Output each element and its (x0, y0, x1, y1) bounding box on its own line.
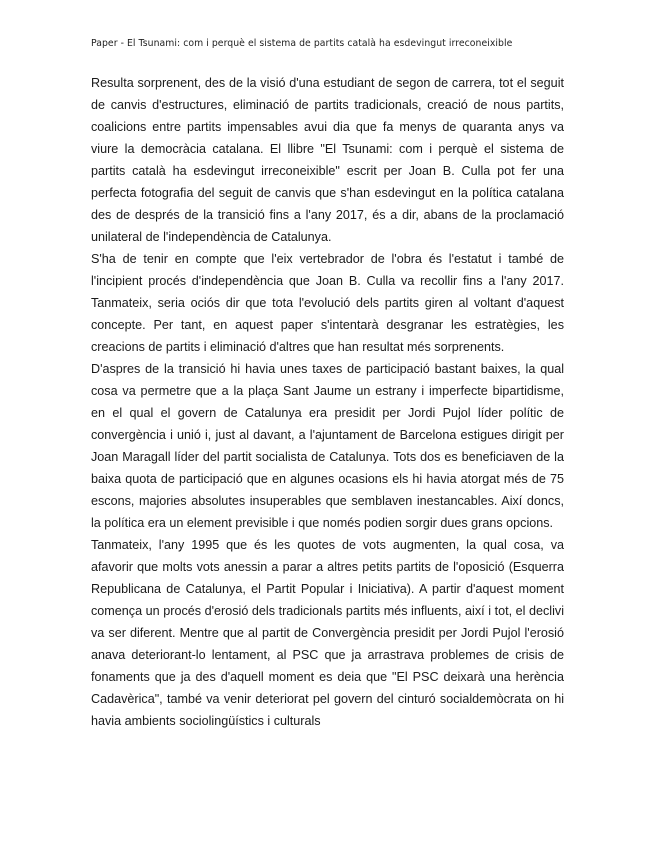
paragraph-3: D'aspres de la transició hi havia unes taxes de participació bastant baixes, la qual cosa va permetre que a la plaça Sant Jaume un estrany i imperfecte bipartidisme, en el qual el govern de Catalunya era presidit per Jordi Pujol líder polític de convergència i unió i, just al davant, a l'ajuntament de Barcelona estigues dirigit per Joan Maragall líder del partit socialista de Catalunya. Tots dos es beneficiaven de la baixa quota de participació que en algunes ocasions els hi havia atorgat més de 75 escons, majories absolutes insuperables que semblaven inestancables. Així doncs, la política era un element previsible i que només podien sorgir dues grans opcions. (91, 362, 564, 530)
paragraph-4: Tanmateix, l'any 1995 que és les quotes de vots augmenten, la qual cosa, va afavorir que molts vots anessin a parar a altres petits partits de l'oposició (Esquerra Republicana de Catalunya, el Partit Popular i Iniciativa). A partir d'aquest moment comença un procés d'erosió dels tradicionals partits més influents, així i tot, el declivi va ser diferent. Mentre que al partit de Convergència presidit per Jordi Pujol l'erosió anava deteriorant-lo lentament, al PSC que ja arrastrava problemes de crisis de fonaments que ja des d'aquell moment es deia que "El PSC deixarà una herència Cadavèrica", també va venir deteriorat pel govern del cinturó socialdemòcrata on hi havia ambients sociolingüístics i culturals (91, 538, 564, 728)
body-text (91, 72, 564, 732)
paragraph-1: Resulta sorprenent, des de la visió d'una estudiant de segon de carrera, tot el seguit de canvis d'estructures, eliminació de partits tradicionals, creació de nous partits, coalicions entre partits impensables avui dia que fa menys de quaranta anys va viure la democràcia catalana. El llibre "El Tsunami: com i perquè el sistema de partits català ha esdevingut irreconeixible" escrit per Joan B. Culla pot fer una perfecta fotografia del seguit de canvis que s'han esdevingut en la política catalana des de després de la transició fins a l'any 2017, és a dir, abans de la proclamació unilateral de l'independència de Catalunya. (91, 76, 564, 244)
paragraph-2: S'ha de tenir en compte que l'eix vertebrador de l'obra és l'estatut i també de l'incipient procés d'independència que Joan B. Culla va recollir fins a l'any 2017. Tanmateix, seria ociós dir que tota l'evolució dels partits giren al voltant d'aquest concepte. Per tant, en aquest paper s'intentarà desgranar les estratègies, les creacions de partits i eliminació d'altres que han resultat més sorprenents. (91, 252, 564, 354)
running-header: Paper - El Tsunami: com i perquè el sistema de partits català ha esdevingut irreconeixible (91, 38, 513, 49)
